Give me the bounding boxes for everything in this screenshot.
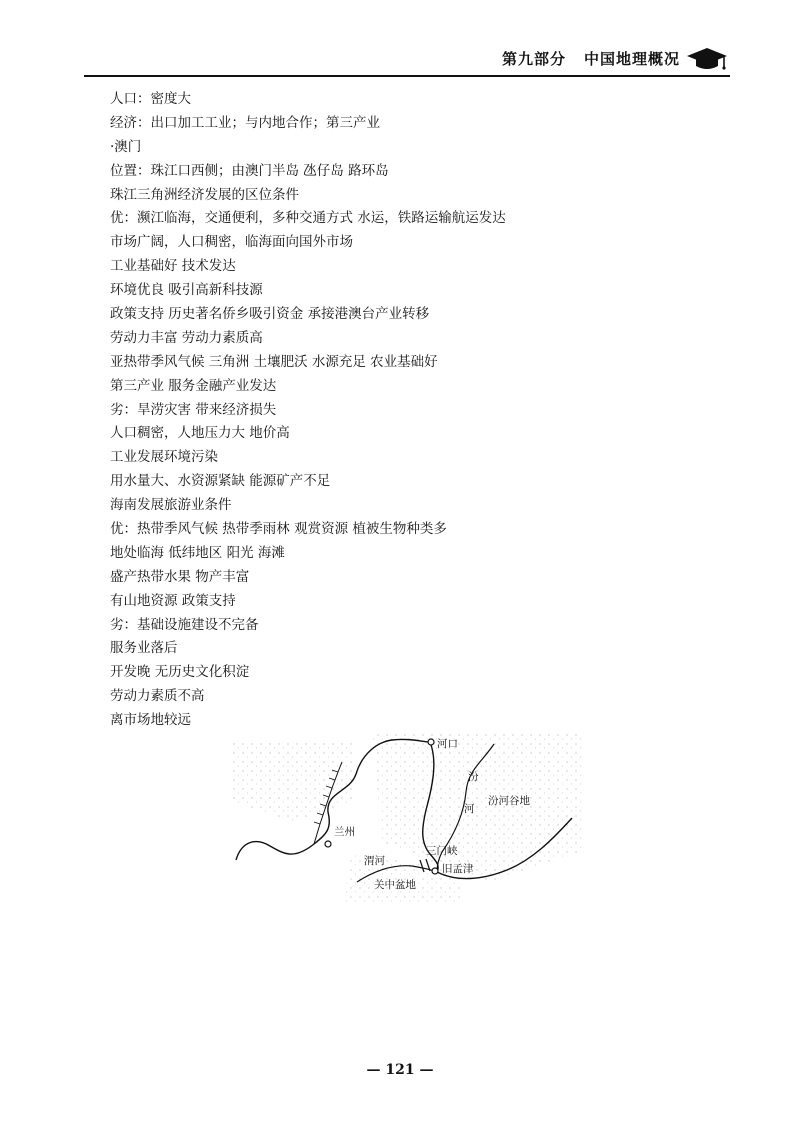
city-marker-jiumengjin xyxy=(432,868,438,874)
yellow-river-map xyxy=(232,732,582,902)
map-label-fenhe-valley: 汾河谷地 xyxy=(488,795,530,807)
map-label-fen: 汾 xyxy=(468,771,479,783)
running-header xyxy=(502,44,728,72)
text-line: 亚热带季风气候 三角洲 土壤肥沃 水源充足 农业基础好 xyxy=(110,353,438,370)
text-line: 劣：旱涝灾害 带来经济损失 xyxy=(110,401,277,418)
text-line: 人口稠密，人地压力大 地价高 xyxy=(110,425,290,442)
text-line: 经济：出口加工工业；与内地合作；第三产业 xyxy=(110,114,380,131)
map-label-sanmenxia: 三门峡 xyxy=(426,845,458,857)
header-title: 中国地理概况 xyxy=(583,49,680,68)
map-label-lanzhou: 兰州 xyxy=(334,826,355,838)
text-line: 工业发展环境污染 xyxy=(110,449,218,466)
city-marker-lanzhou xyxy=(325,841,331,847)
text-line: 人口：密度大 xyxy=(110,91,191,107)
header-part: 第九部分 xyxy=(501,49,566,68)
stippled-terrain xyxy=(232,740,352,822)
map-label-guanzhong: 关中盆地 xyxy=(374,879,416,891)
body-text xyxy=(110,88,670,733)
text-line: 劳动力丰富 劳动力素质高 xyxy=(110,329,263,346)
stippled-terrain xyxy=(372,732,582,882)
text-line: 服务业落后 xyxy=(110,640,178,657)
map-label-hekou: 河口 xyxy=(437,738,458,750)
map-label-jiumengjin: 旧孟津 xyxy=(442,863,474,875)
page-number: — 121 — xyxy=(366,1062,434,1078)
text-line: 有山地资源 政策支持 xyxy=(110,592,236,609)
text-line: 海南发展旅游业条件 xyxy=(110,497,232,514)
text-line: 开发晚 无历史文化积淀 xyxy=(110,664,250,681)
text-line: 盛产热带水果 物产丰富 xyxy=(110,568,250,585)
text-line: 地处临海 低纬地区 阳光 海滩 xyxy=(110,544,285,561)
text-line: 优：濒江临海，交通便利，多种交通方式 水运，铁路运输航运发达 xyxy=(110,210,506,227)
text-line: 用水量大、水资源紧缺 能源矿产不足 xyxy=(110,473,331,490)
text-line: 珠江三角洲经济发展的区位条件 xyxy=(110,186,299,203)
text-line: ·澳门 xyxy=(110,138,142,155)
header-rule xyxy=(84,75,730,77)
text-line: 工业基础好 技术发达 xyxy=(110,258,236,275)
text-line: 优：热带季风气候 热带季雨林 观赏资源 植被生物种类多 xyxy=(110,521,447,538)
city-marker-hekou xyxy=(428,739,434,745)
graduation-cap-icon xyxy=(686,44,728,72)
text-line: 第三产业 服务金融产业发达 xyxy=(110,377,277,394)
text-line: 劣：基础设施建设不完备 xyxy=(110,616,259,633)
text-line: 离市场地较远 xyxy=(110,712,191,729)
text-line: 劳动力素质不高 xyxy=(110,688,205,705)
map-label-he: 河 xyxy=(464,803,475,815)
text-line: 政策支持 历史著名侨乡吸引资金 承接港澳台产业转移 xyxy=(110,306,430,323)
text-line: 市场广阔，人口稠密，临海面向国外市场 xyxy=(110,234,353,251)
text-line: 位置：珠江口西侧；由澳门半岛 氹仔岛 路环岛 xyxy=(110,162,389,179)
text-line: 环境优良 吸引高新科技源 xyxy=(110,282,263,299)
map-label-weihe: 渭河 xyxy=(364,855,385,867)
